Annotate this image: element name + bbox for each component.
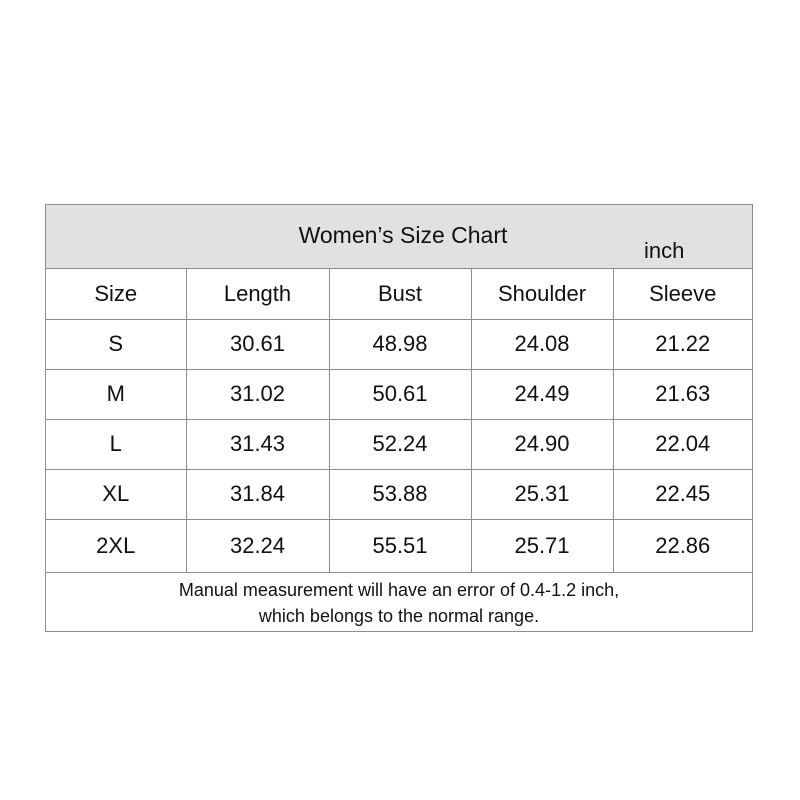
title-row: [46, 205, 752, 269]
table-row: [46, 319, 752, 369]
unit-label: inch: [644, 238, 685, 263]
shoulder-cell: 25.71: [471, 519, 613, 572]
sleeve-cell: 22.04: [613, 419, 752, 469]
table-row: [46, 369, 752, 419]
length-cell: 31.02: [186, 369, 329, 419]
shoulder-cell: 24.49: [471, 369, 613, 419]
chart-title: Women’s Size Chart: [298, 222, 508, 248]
size-cell: S: [46, 319, 186, 369]
size-cell: 2XL: [46, 519, 186, 572]
table-header-row: [46, 269, 752, 319]
shoulder-cell: 24.90: [471, 419, 613, 469]
size-chart: [45, 204, 753, 632]
shoulder-cell: 24.08: [471, 319, 613, 369]
length-cell: 32.24: [186, 519, 329, 572]
sleeve-cell: 22.86: [613, 519, 752, 572]
column-header: Sleeve: [613, 269, 752, 319]
shoulder-cell: 25.31: [471, 469, 613, 519]
length-cell: 30.61: [186, 319, 329, 369]
note-line: Manual measurement will have an error of 0.4-1.2 inch,: [178, 580, 620, 600]
bust-cell: 53.88: [329, 469, 471, 519]
length-cell: 31.43: [186, 419, 329, 469]
size-table: [46, 269, 752, 573]
size-cell: XL: [46, 469, 186, 519]
column-header: Shoulder: [471, 269, 613, 319]
table-row: [46, 469, 752, 519]
note-line: which belongs to the normal range.: [258, 606, 540, 626]
size-cell: M: [46, 369, 186, 419]
column-header: Size: [46, 269, 186, 319]
table-row: [46, 519, 752, 572]
bust-cell: 48.98: [329, 319, 471, 369]
size-cell: L: [46, 419, 186, 469]
bust-cell: 52.24: [329, 419, 471, 469]
sleeve-cell: 21.22: [613, 319, 752, 369]
table-row: [46, 419, 752, 469]
length-cell: 31.84: [186, 469, 329, 519]
sleeve-cell: 22.45: [613, 469, 752, 519]
column-header: Length: [186, 269, 329, 319]
bust-cell: 50.61: [329, 369, 471, 419]
sleeve-cell: 21.63: [613, 369, 752, 419]
bust-cell: 55.51: [329, 519, 471, 572]
column-header: Bust: [329, 269, 471, 319]
measurement-note: [46, 574, 752, 631]
